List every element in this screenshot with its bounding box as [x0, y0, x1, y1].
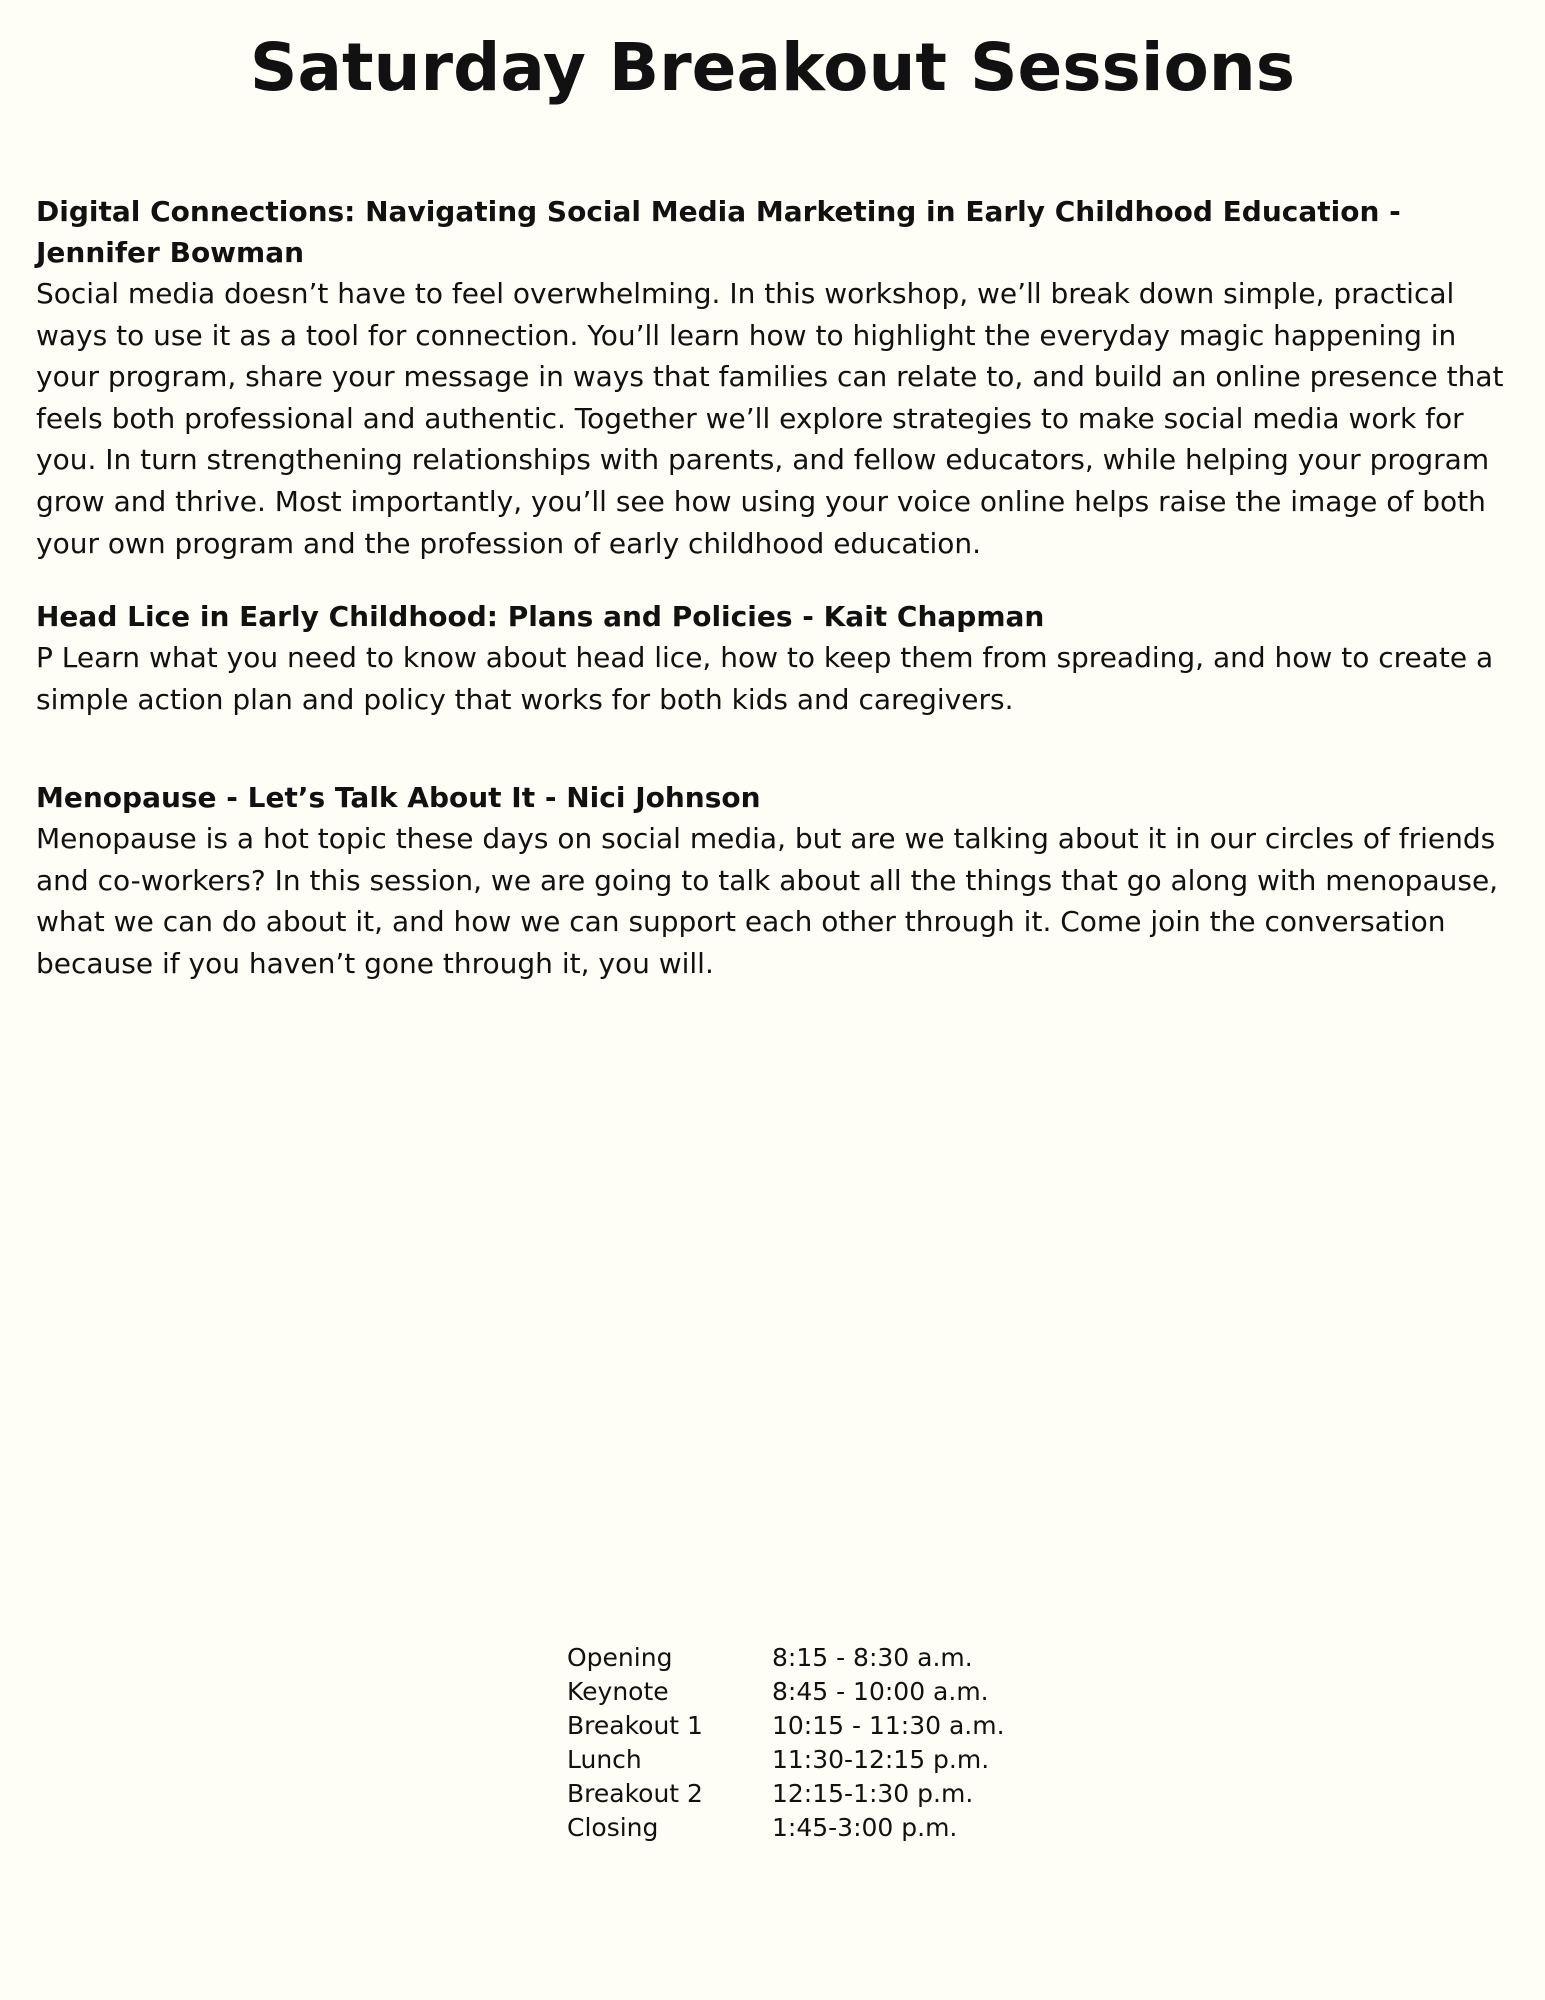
session-description: P Learn what you need to know about head lice, how to keep them from spreading, and how to create a simple action plan and policy that works for both kids and caregivers.	[36, 641, 1494, 716]
session-description: Menopause is a hot topic these days on social media, but are we talking about it in our circles of friends and co-workers? In this session, we are going to talk about all the things that go along with menopause, what we can do about it, and how we can support each other through it. Come join the conversation because if you haven’t gone through it, you will.	[36, 822, 1499, 980]
session-digital-connections	[36, 191, 1506, 564]
schedule-event: Opening	[567, 1643, 673, 1672]
schedule-row	[567, 1641, 1005, 1675]
schedule-time: 1:45-3:00 p.m.	[772, 1813, 958, 1842]
schedule-row	[567, 1777, 1005, 1811]
schedule-table	[567, 1641, 1005, 1845]
page-title: Saturday Breakout Sessions	[249, 29, 1296, 106]
schedule-time: 8:15 - 8:30 a.m.	[772, 1643, 973, 1672]
schedule-event: Lunch	[567, 1745, 642, 1774]
schedule-row	[567, 1811, 1005, 1845]
schedule-row	[567, 1743, 1005, 1777]
session-title: Head Lice in Early Childhood: Plans and Policies - Kait Chapman	[36, 600, 1045, 633]
schedule-time: 11:30-12:15 p.m.	[772, 1745, 990, 1774]
schedule-row	[567, 1675, 1005, 1709]
schedule-row	[567, 1709, 1005, 1743]
session-title: Digital Connections: Navigating Social Media Marketing in Early Childhood Education - Jennifer Bowman	[36, 195, 1401, 269]
session-description: Social media doesn’t have to feel overwhelming. In this workshop, we’ll break down simple, practical ways to use it as a tool for connection. You’ll learn how to highlight the everyday magic happening in your program, share your message in ways that families can relate to, and build an online presence that feels both professional and authentic. Together we’ll explore strategies to make social media work for you. In turn strengthening relationships with parents, and fellow educators, while helping your program grow and thrive. Most importantly, you’ll see how using your voice online helps raise the image of both your own program and the profession of early childhood education.	[36, 277, 1504, 560]
schedule-event: Closing	[567, 1813, 659, 1842]
session-head-lice	[36, 596, 1506, 720]
schedule-time: 10:15 - 11:30 a.m.	[772, 1711, 1005, 1740]
session-title: Menopause - Let’s Talk About It - Nici Johnson	[36, 781, 761, 814]
schedule-event: Breakout 2	[567, 1779, 703, 1808]
schedule-event: Keynote	[567, 1677, 669, 1706]
session-menopause	[36, 777, 1506, 984]
schedule-time: 12:15-1:30 p.m.	[772, 1779, 974, 1808]
schedule-event: Breakout 1	[567, 1711, 703, 1740]
schedule-time: 8:45 - 10:00 a.m.	[772, 1677, 989, 1706]
